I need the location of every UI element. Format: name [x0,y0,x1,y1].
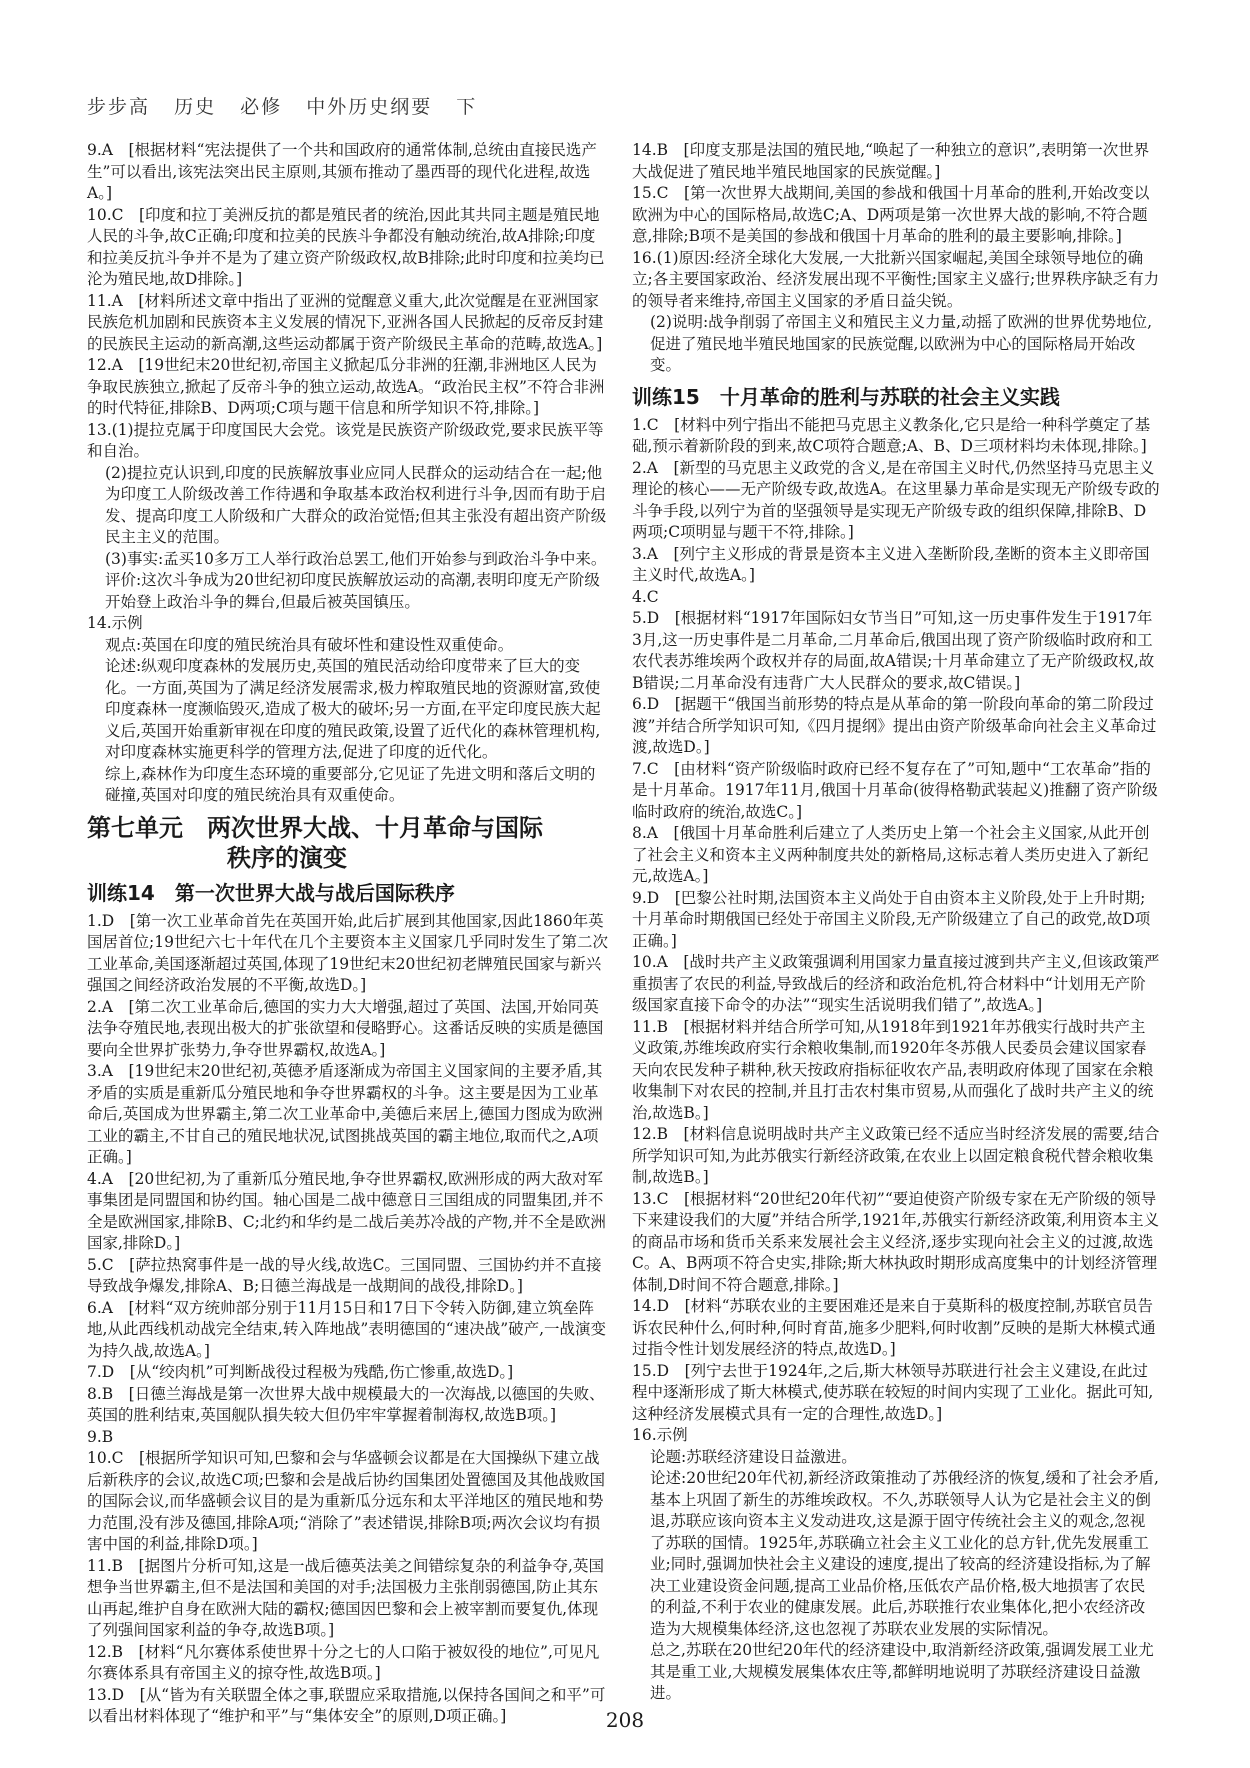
answer-item: 8.A [俄国十月革命胜利后建立了人类历史上第一个社会主义国家,从此开创了社会主义和资本主义两种制度共处的新格局,这标志着人类历史进入了新纪元,故选A。] [632,824,1150,885]
answer-item: 1.C [材料中列宁指出不能把马克思主义教条化,它只是给一种科学奠定了基础,预示着新阶段的到来,故C项符合题意;A、B、D三项材料均未体现,排除。] [632,415,1151,455]
answer-item: 4.A [20世纪初,为了重新瓜分殖民地,争夺世界霸权,欧洲形成的两大敌对军事集团是同盟国和协约国。轴心国是二战中德意日三国组成的同盟集团,并不全是欧洲国家,排除B、C;北约和华约是二战后美苏冷战的产物,并不全是欧洲国家,排除D。] [87,1169,606,1252]
answer-item: 16.(1)原因:经济全球化大发展,一大批新兴国家崛起,美国全球领导地位的确立;各主要国家政治、经济发展出现不平衡性;国家主义盛行;世界秩序缺乏有力的领导者来维持,帝国主义国家的矛盾日益尖锐。 [632,248,1160,310]
answer-item: 13.D [从“皆为有关联盟全体之事,联盟应采取措施,以保持各国间之和平”可以看出材料体现了“维护和平”与“集体安全”的原则,D项正确。] [87,1685,606,1725]
left-column [87,140,610,1728]
answer-item: 8.B [日德兰海战是第一次世界大战中规模最大的一次海战,以德国的失败、英国的胜利结束,英国舰队損失较大但仍牢牢掌握着制海权,故选B项。] [87,1384,605,1424]
header-subject: 历史 [174,96,217,118]
unit-title-line1: 第七单元 两次世界大战、十月革命与国际 [87,813,543,842]
answer-item: 5.D [根据材料“1917年国际妇女节当日”可知,这一历史事件发生于1917年3月,这一历史事件是二月革命,二月革命后,俄国出现了资产阶级临时政府和工农代表苏维埃两个政权并存的局面,故A错误;十月革命建立了无产阶级政权,故B错误;二月革命没有违背广大人民群众的要求,故C错误。] [632,609,1155,692]
answer-item: 9.A [根据材料“宪法提供了一个共和国政府的通常体制,总统由直接民选产生”可以看出,该宪法突出民主原则,其颁布推动了墨西哥的现代化进程,故选A。] [87,141,597,202]
header-series: 步步高 [87,96,151,118]
answer-subitem: 论述:纵观印度森林的发展历史,英国的殖民活动给印度带来了巨大的变化。一方面,英国为了满足经济发展需求,极力榨取殖民地的资源财富,致使印度森林一度濒临毁灭,造成了极大的破坏;另一方面,在平定印度民族大起义后,英国开始重新审视在印度的殖民政策,设置了近代化的森林管理机构,对印度森林实施更科学的管理方法,促进了印度的近代化。 [105,657,601,761]
answer-item: 13.C [根据材料“20世纪20年代初”“要迫使资产阶级专家在无产阶级的领导下来建设我们的大厦”并结合所学,1921年,苏俄实行新经济政策,利用资本主义的商品市场和货币关系来发展社会主义经济,逐步实现向社会主义的过渡,故选C。A、B两项不符合史实,排除;斯大林执政时期形成高度集中的计划经济管理体制,D时间不符合题意,排除。] [632,1189,1160,1294]
answer-item: 5.C [萨拉热窝事件是一战的导火线,故选C。三国同盟、三国协约并不直接导致战争爆发,排除A、B;日德兰海战是一战期间的战役,排除D。] [87,1255,602,1295]
answer-item: 7.D [从“绞肉机”可判断战役过程极为残酷,伤亡惨重,故选D。] [87,1363,514,1381]
answer-item: 11.B [据图片分析可知,这是一战后德英法美之间错综复杂的利益争夺,英国想争当世界霸主,但不是法国和美国的对手;法国极力主张削弱德国,防止其东山再起,维护自身在欧洲大陆的霸权;德国因巴黎和会上被宰割而要复仇,体现了列强间国家利益的争夺,故选B项。] [87,1556,604,1639]
answer-item: 7.C [由材料“资产阶级临时政府已经不复存在了”可知,题中“工农革命”指的是十月革命。1917年11月,俄国十月革命(彼得格勒武装起义)推翻了资产阶级临时政府的统治,故选C。] [632,759,1158,821]
answer-item: 6.A [材料“双方统帅部分别于11月15日和17日下令转入防御,建立筑垒阵地,从此西线机动战完全结束,转入阵地战”表明德国的“速决战”破产,一战演变为持久战,故选A。] [87,1298,607,1360]
answer-item: 2.A [第二次工业革命后,德国的实力大大增强,超过了英国、法国,开始同英法争夺殖民地,表现出极大的扩张欲望和侵略野心。这番话反映的实质是德国要向全世界扩张势力,争夺世界霸权,故选A。] [87,997,604,1059]
answer-subitem: (2)提拉克认识到,印度的民族解放事业应同人民群众的运动结合在一起;他为印度工人阶级改善工作待遇和争取基本政治权利进行斗争,因而有助于启发、提高印度工人阶级和广大群众的政治觉悟;但其主张没有超出资产阶级民主主义的范围。 [105,463,607,546]
answer-subitem: 论题:苏联经济建设日益激进。 [650,1447,857,1466]
answer-subitem: 观点:英国在印度的殖民统治具有破坏性和建设性双重使命。 [105,635,514,654]
answer-item: 4.C [632,587,659,606]
answer-subitem: 论述:20世纪20年代初,新经济政策推动了苏俄经济的恢复,缓和了社会矛盾,基本上巩固了新生的苏维埃政权。不久,苏联领导人认为它是社会主义的倒退,苏联应该向资本主义发动进攻,这是源于固守传统社会主义的观念,忽视了苏联的国情。1925年,苏联确立社会主义工业化的总方针,优先发展重工业;同时,强调加快社会主义建设的速度,提出了较高的经济建设指标,为了解决工业建设资金问题,提高工业品价格,压低农产品价格,极大地损害了农民的利益,不利于农业的健康发展。此后,苏联推行农业集体化,把小农经济改造为大规模集体经济,这也忽视了苏联农业发展的实际情况。 [650,1469,1159,1638]
answer-item: 10.A [战时共产主义政策强调利用国家力量直接过渡到共产主义,但该政策严重损害了农民的利益,导致战后的经济和政治危机,符合材料中“计划用无产阶级国家直接下命令的办法”“现实生活说明我们错了”,故选A。] [632,953,1160,1014]
answer-subitem: 总之,苏联在20世纪20年代的经济建设中,取消新经济政策,强调发展工业尤其是重工业,大规模发展集体农庄等,都鲜明地说明了苏联经济建设日益激进。 [650,1641,1154,1702]
answer-item: 6.D [据题干“俄国当前形势的特点是从革命的第一阶段向革命的第二阶段过渡”并结合所学知识可知,《四月提纲》提出由资产阶级革命向社会主义革命过渡,故选D。] [632,695,1157,756]
header-type: 必修 [240,96,283,118]
answer-item: 2.A [新型的马克思主义政党的含义,是在帝国主义时代,仍然坚持马克思主义理论的核心——无产阶级专政,故选A。在这里暴力革命是实现无产阶级专政的斗争手段,以列宁为首的坚强领导是实现无产阶级专政的组织保障,排除B、D两项;C项明显与题干不符,排除。] [632,458,1160,541]
header-book: 中外历史纲要 [306,96,433,118]
answer-item: 15.D [列宁去世于1924年,之后,斯大林领导苏联进行社会主义建设,在此过程中逐渐形成了斯大林模式,使苏联在较短的时间内实现了工业化。据此可知,这种经济发展模式具有一定的合理性,故选D。] [632,1361,1154,1423]
answer-item: 14.B [印度支那是法国的殖民地,“唤起了一种独立的意识”,表明第一次世界大战促进了殖民地半殖民地国家的民族觉醒。] [632,141,1150,181]
answer-item: 12.B [材料信息说明战时共产主义政策已经不适应当时经济发展的需要,结合所学知识可知,为此苏俄实行新经济政策,在农业上以固定粮食税代替余粮收集制,故选B。] [632,1125,1160,1186]
answer-item: 11.B [根据材料并结合所学可知,从1918年到1921年苏俄实行战时共产主义政策,苏维埃政府实行余粮收集制,而1920年冬苏俄人民委员会建议国家春天向农民发种子耕种,秋天按政府指标征收农产品,表明政府体现了国家在余粮收集制下对农民的控制,并且打击农村集市贸易,从而强化了战时共产主义的统治,故选B。] [632,1017,1154,1122]
answer-item: 9.B [87,1427,114,1446]
answer-item: 9.D [巴黎公社时期,法国资本主义尚处于自由资本主义阶段,处于上升时期;十月革命时期俄国已经处于帝国主义阶段,无产阶级建立了自己的政党,故D项正确。] [632,888,1151,950]
answer-item: 11.A [材料所述文章中指出了亚洲的觉醒意义重大,此次觉醒是在亚洲国家民族危机加剧和民族资本主义发展的情况下,亚洲各国人民掀起的反帝反封建的民族民主运动的新高潮,这些运动都属于资产阶级民主革命的范畴,故选A。] [87,291,604,353]
answer-subitem: (3)事实:孟买10多万工人举行政治总罢工,他们开始参与到政治斗争中来。评价:这次斗争成为20世纪初印度民族解放运动的高潮,表明印度无产阶级开始登上政治斗争的舞台,但最后被英国镇压。 [105,549,607,611]
answer-item: 13.(1)提拉克属于印度国民大会党。该党是民族资产阶级政党,要求民族平等和自治。 [87,420,604,460]
answer-item: 10.C [根据所学知识可知,巴黎和会与华盛顿会议都是在大国操纵下建立战后新秩序的会议,故选C项;巴黎和会是战后协约国集团处置德国及其他战败国的国际会议,而华盛顿会议目的是为重新瓜分远东和太平洋地区的殖民地和势力范围,没有涉及德国,排除A项;“消除了”表述错误,排除B项;两次会议均有损害中国的利益,排除D项。] [87,1449,606,1553]
answer-item: 16.示例 [632,1426,688,1444]
page-number: 208 [605,1708,645,1732]
answer-item: 3.A [19世纪末20世纪初,英德矛盾逐渐成为帝国主义国家间的主要矛盾,其矛盾的实质是重新瓜分殖民地和争夺世界霸权的斗争。这主要是因为工业革命后,英国成为世界霸主,第二次工业革命中,美德后来居上,德国力图成为欧洲工业的霸主,不甘自己的殖民地状况,试图挑战英国的霸主地位,取而代之,A项正确。] [87,1062,603,1166]
section-title-14: 训练14 第一次世界大战与战后国际秩序 [87,880,455,905]
unit-title-line2: 秩序的演变 [227,843,347,872]
section-title-15: 训练15 十月革命的胜利与苏联的社会主义实践 [632,384,1060,409]
answer-item: 12.A [19世纪末20世纪初,帝国主义掀起瓜分非洲的狂潮,非洲地区人民为争取民族独立,掀起了反帝斗争的独立运动,故选A。“政治民主权”不符合非洲的时代特征,排除B、D两项;C项与题干信息和所学知识不符,排除。] [87,356,605,417]
answer-subitem: (2)说明:战争削弱了帝国主义和殖民主义力量,动摇了欧洲的世界优势地位,促进了殖民地半殖民地国家的民族觉醒,以欧洲为中心的国际格局开始改变。 [650,313,1153,374]
answer-item: 14.示例 [87,614,143,632]
answer-item: 10.C [印度和拉丁美洲反抗的都是殖民者的统治,因此其共同主题是殖民地人民的斗争,故C正确;印度和拉美的民族斗争都没有触动统治,故A排除;印度和拉美反抗斗争并不是为了建立资产阶级政权,故B排除;此时印度和拉美均已沦为殖民地,故D排除。] [87,205,605,288]
answer-item: 1.D [第一次工业革命首先在英国开始,此后扩展到其他国家,因此1860年英国居首位;19世纪六七十年代在几个主要资本主义国家几乎同时发生了第二次工业革命,美国逐渐超过英国,体现了19世纪末20世纪初老牌殖民国家与新兴强国之间经济政治发展的不平衡,故选D。] [87,911,608,994]
unit-title [87,813,610,873]
running-header [87,92,493,119]
answer-item: 15.C [第一次世界大战期间,美国的参战和俄国十月革命的胜利,开始改变以欧洲为中心的国际格局,故选C;A、D两项是第一次世界大战的影响,不符合题意,排除;B项不是美国的参战和俄国十月革命的胜利的最主要影响,排除。] [632,184,1150,245]
header-volume: 下 [456,96,478,118]
answer-item: 12.B [材料“凡尔赛体系使世界十分之七的人口陷于被奴役的地位”,可见凡尔赛体系具有帝国主义的掠夺性,故选B项。] [87,1642,600,1682]
answer-subitem: 综上,森林作为印度生态环境的重要部分,它见证了先进文明和落后文明的碰撞,英国对印度的殖民统治具有双重使命。 [105,764,596,804]
answer-item: 14.D [材料“苏联农业的主要困难还是来自于莫斯科的极度控制,苏联官员告诉农民种什么,何时种,何时育苗,施多少肥料,何时收割”反映的是斯大林模式通过指令性计划发展经济的特点,故选D。] [632,1297,1156,1358]
answer-item: 3.A [列宁主义形成的背景是资本主义进入垄断阶段,垄断的资本主义即帝国主义时代,故选A。] [632,544,1150,584]
right-column [632,140,1160,1705]
